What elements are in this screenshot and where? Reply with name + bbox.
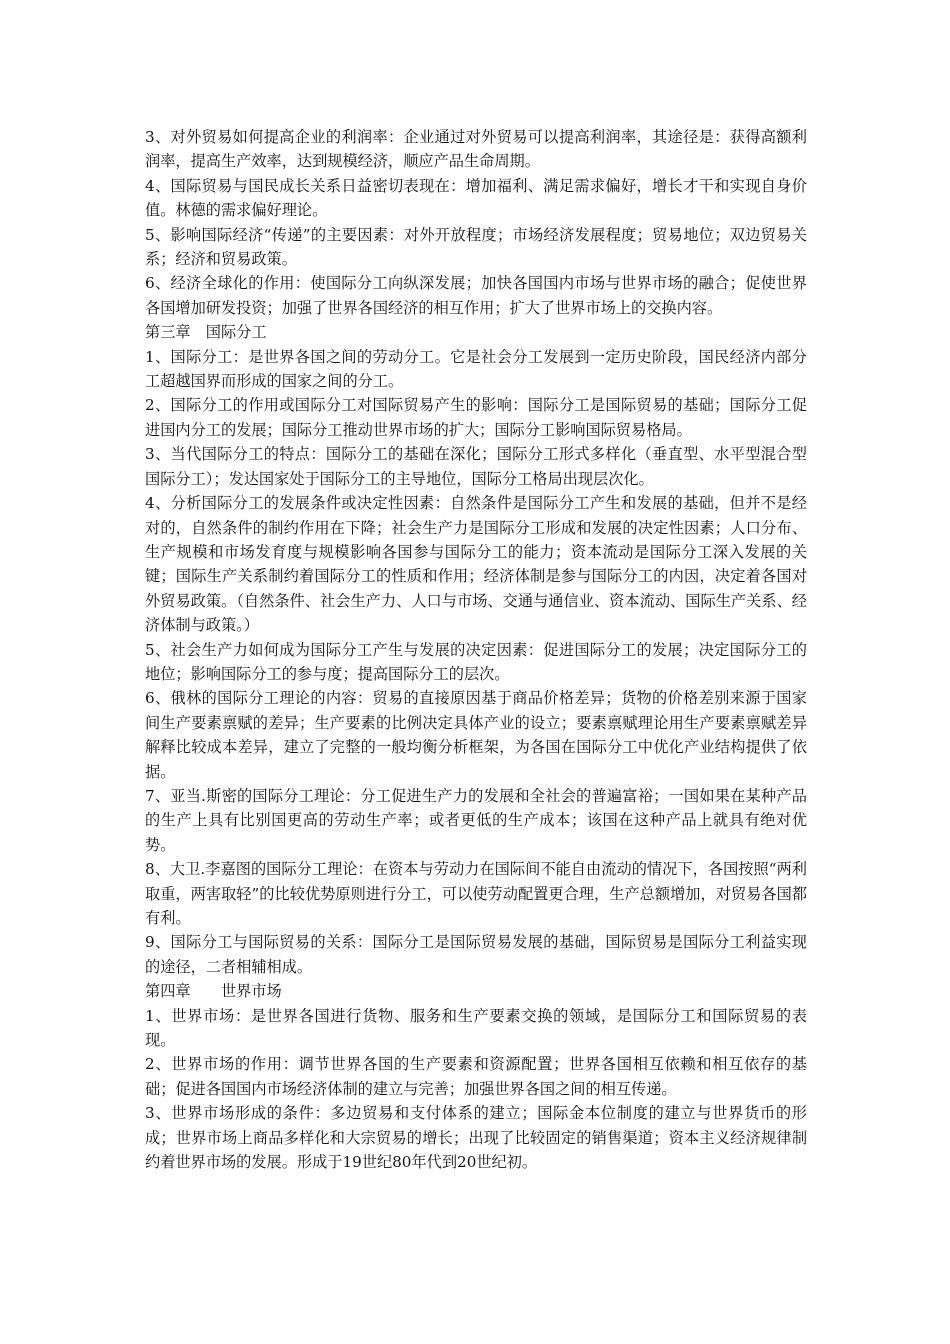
paragraph: 5、影响国际经济“传递”的主要因素：对外开放程度；市场经济发展程度；贸易地位；双边贸易关系；经济和贸易政策。 bbox=[145, 225, 807, 269]
paragraph: 7、亚当.斯密的国际分工理论：分工促进生产力的发展和全社会的普遍富裕；一国如果在某种产品的生产上具有比别国更高的劳动生产率；或者更低的生产成本；该国在这种产品上就具有绝对优势。 bbox=[145, 786, 807, 854]
paragraph: 2、国际分工的作用或国际分工对国际贸易产生的影响：国际分工是国际贸易的基础；国际分工促进国内分工的发展；国际分工推动世界市场的扩大；国际分工影响国际贸易格局。 bbox=[145, 396, 807, 439]
paragraph: 5、社会生产力如何成为国际分工产生与发展的决定因素：促进国际分工的发展；决定国际分工的地位；影响国际分工的参与度；提高国际分工的层次。 bbox=[145, 640, 807, 683]
paragraph: 1、世界市场：是世界各国进行货物、服务和生产要素交换的领域，是国际分工和国际贸易的表现。 bbox=[145, 1006, 807, 1050]
chapter-heading: 第三章 国际分工 bbox=[145, 323, 267, 342]
paragraph: 3、对外贸易如何提高企业的利润率：企业通过对外贸易可以提高利润率，其途径是：获得高额利润率，提高生产效率，达到规模经济，顺应产品生命周期。 bbox=[145, 128, 807, 171]
chapter-heading: 第四章 世界市场 bbox=[145, 982, 282, 1001]
paragraph: 9、国际分工与国际贸易的关系：国际分工是国际贸易发展的基础，国际贸易是国际分工利益实现的途径，二者相辅相成。 bbox=[145, 933, 807, 976]
paragraph: 3、当代国际分工的特点：国际分工的基础在深化；国际分工形式多样化（垂直型、水平型混合型国际分工）；发达国家处于国际分工的主导地位，国际分工格局出现层次化。 bbox=[145, 445, 807, 488]
paragraph: 3、世界市场形成的条件：多边贸易和支付体系的建立；国际金本位制度的建立与世界货币的形成；世界市场上商品多样化和大宗贸易的增长；出现了比较固定的销售渠道；资本主义经济规律制约着世界市场的发展。形成于19世纪80年代到20世纪初。 bbox=[145, 1104, 807, 1172]
paragraph: 4、分析国际分工的发展条件或决定性因素：自然条件是国际分工产生和发展的基础，但并不是经对的，自然条件的制约作用在下降；社会生产力是国际分工形成和发展的决定性因素；人口分布、生产规模和市场发育度与规模影响各国参与国际分工的能力；资本流动是国际分工深入发展的关键；国际生产关系制约着国际分工的性质和作用；经济体制是参与国际分工的内因，决定着各国对外贸易政策。（自然条件、社会生产力、人口与市场、交通与通信业、资本流动、国际生产关系、经济体制与政策。） bbox=[145, 494, 807, 635]
paragraph: 1、国际分工：是世界各国之间的劳动分工。它是社会分工发展到一定历史阶段，国民经济内部分工超越国界而形成的国家之间的分工。 bbox=[145, 347, 807, 391]
document-page bbox=[145, 125, 807, 1174]
paragraph: 6、经济全球化的作用：使国际分工向纵深发展；加快各国国内市场与世界市场的融合；促使世界各国增加研发投资；加强了世界各国经济的相互作用；扩大了世界市场上的交换内容。 bbox=[145, 274, 807, 317]
paragraph: 6、俄林的国际分工理论的内容：贸易的直接原因基于商品价格差异；货物的价格差别来源于国家间生产要素禀赋的差异；生产要素的比例决定具体产业的设立；要素禀赋理论用生产要素禀赋差异解释比较成本差异，建立了完整的一般均衡分析框架，为各国在国际分工中优化产业结构提供了依据。 bbox=[145, 689, 807, 781]
paragraph: 4、国际贸易与国民成长关系日益密切表现在：增加福利、满足需求偏好，增长才干和实现自身价值。林德的需求偏好理论。 bbox=[145, 176, 807, 220]
paragraph: 8、大卫.李嘉图的国际分工理论：在资本与劳动力在国际间不能自由流动的情况下，各国按照“两利取重，两害取轻”的比较优势原则进行分工，可以使劳动配置更合理，生产总额增加，对贸易各国都有利。 bbox=[145, 860, 807, 927]
paragraph: 2、世界市场的作用：调节世界各国的生产要素和资源配置；世界各国相互依赖和相互依存的基础；促进各国国内市场经济体制的建立与完善；加强世界各国之间的相互传递。 bbox=[145, 1055, 807, 1098]
